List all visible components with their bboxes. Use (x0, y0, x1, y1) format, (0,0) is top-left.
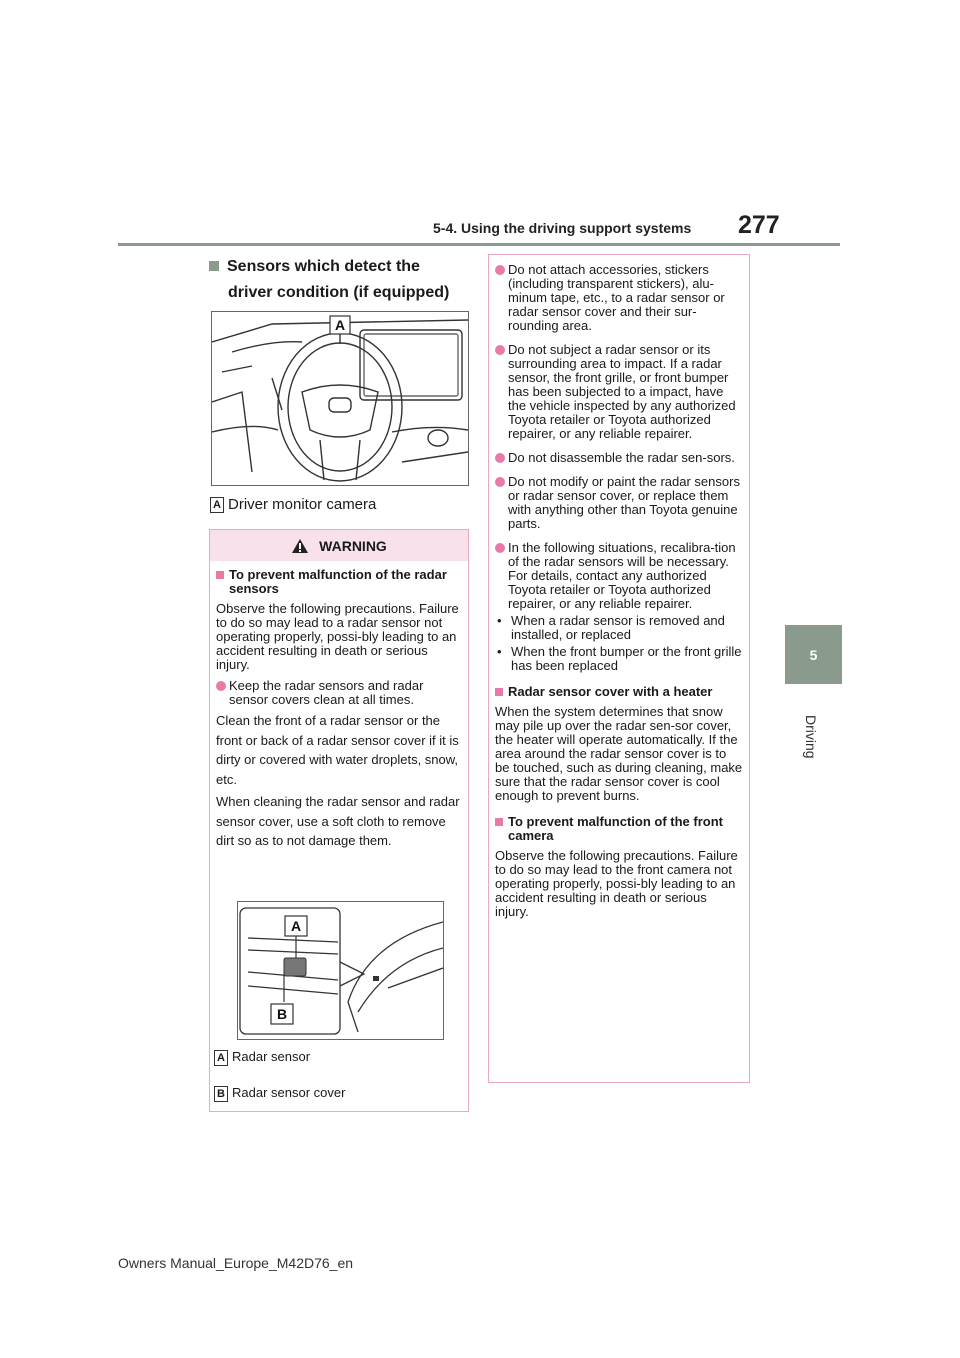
pink-square-icon (216, 571, 224, 579)
driver-monitor-figure (211, 311, 469, 486)
warning-bullet: Do not attach accessories, stickers (including transparent stickers), alu-minum tape, etc., to a radar sensor or radar sensor cover and their sur-rounding area. (495, 263, 743, 333)
warning-subheading: Radar sensor cover with a heater (495, 685, 743, 699)
warning-bullet: Do not modify or paint the radar sensors or radar sensor cover, or replace them with anything other than Toyota genuine parts. (495, 475, 743, 531)
legend-radar-sensor-cover: B Radar sensor cover (214, 1085, 345, 1102)
legend-radar-sensor: A Radar sensor (214, 1049, 310, 1066)
warning-paragraph: When the system determines that snow may pile up over the radar sen-sor cover, the heater will operate automatically. If the area around the radar sensor cover is to be touched, such as during cleaning, make sure that the radar sensor cover is cool enough to prevent burns. (495, 704, 743, 803)
header-divider (118, 243, 840, 246)
bullet-dot-icon (216, 681, 226, 691)
warning-triangle-icon (291, 538, 309, 554)
figure1-label-a: A (334, 317, 346, 333)
footer-doc-id: Owners Manual_Europe_M42D76_en (118, 1255, 354, 1271)
figure2-label-b: B (276, 1006, 288, 1022)
warning-bullet: In the following situations, recalibra-tion of the radar sensors will be necessary. For details, contact any authorized Toyota retailer or Toyota authorized repairer, or any reliable repairer. (495, 541, 743, 611)
radar-sensor-figure (237, 901, 444, 1040)
bullet-dot-icon (495, 345, 505, 355)
cleaning-method-paragraph: When cleaning the radar sensor and radar sensor cover, use a soft cloth to remove dirt so as to not damage them. (216, 794, 460, 848)
heading-square-icon (209, 261, 219, 271)
pink-square-icon (495, 818, 503, 826)
heading-line-2: driver condition (if equipped) (228, 284, 450, 301)
dash-item: • When a radar sensor is removed and installed, or replaced (497, 613, 725, 642)
caption-marker: A (210, 497, 224, 513)
page-number: 277 (738, 211, 780, 239)
caption-text: Driver monitor camera (228, 496, 377, 513)
warning-bullet: Do not disassemble the radar sen-sors. (495, 451, 743, 465)
section-title: 5-4. Using the driving support systems (433, 220, 692, 236)
figure1-caption (210, 496, 376, 513)
warning-header (210, 530, 468, 561)
warning-paragraph: Observe the following precautions. Failure to do so may lead to a radar sensor not operating properly, possi-bly leading to an accident resulting in death or serious injury. (216, 601, 459, 672)
figure2-label-a: A (290, 918, 302, 934)
bullet-dot-icon (495, 265, 505, 275)
warning-continuation-box (488, 254, 750, 1083)
chapter-tab: 5 (785, 625, 842, 684)
bullet-dot-icon (495, 477, 505, 487)
cleaning-paragraph: Clean the front of a radar sensor or the front or back of a radar sensor cover if it is dirty or covered with water droplets, snow, etc. (216, 713, 459, 787)
bullet-dot-icon (495, 543, 505, 553)
warning-title: WARNING (319, 537, 387, 554)
bullet-dot-icon (495, 453, 505, 463)
section-heading (209, 254, 469, 306)
warning-bullet: Keep the radar sensors and radar sensor covers clean at all times. (216, 679, 462, 707)
steering-wheel-illustration (212, 312, 468, 485)
legend-b-marker: B (214, 1086, 228, 1102)
legend-a-marker: A (214, 1050, 228, 1066)
radar-sensor-illustration (238, 902, 443, 1039)
chapter-label: Driving (803, 715, 819, 759)
warning-subheading: To prevent malfunction of the front camera (495, 815, 743, 843)
warning-subheading: To prevent malfunction of the radar sensors (216, 568, 462, 596)
pink-square-icon (495, 688, 503, 696)
dash-item: • When the front bumper or the front grille has been replaced (497, 644, 742, 673)
heading-line-1: Sensors which detect the (227, 258, 420, 275)
warning-bullet: Do not subject a radar sensor or its surrounding area to impact. If a radar sensor, the front grille, or front bumper has been subjected to a impact, have the vehicle inspected by any authorized Toyota retailer or Toyota authorized repairer, or any reliable repairer. (495, 343, 743, 441)
warning-paragraph: Observe the following precautions. Failure to do so may lead to the front camera not operating properly, possi-bly leading to an accident resulting in death or serious injury. (495, 848, 738, 919)
